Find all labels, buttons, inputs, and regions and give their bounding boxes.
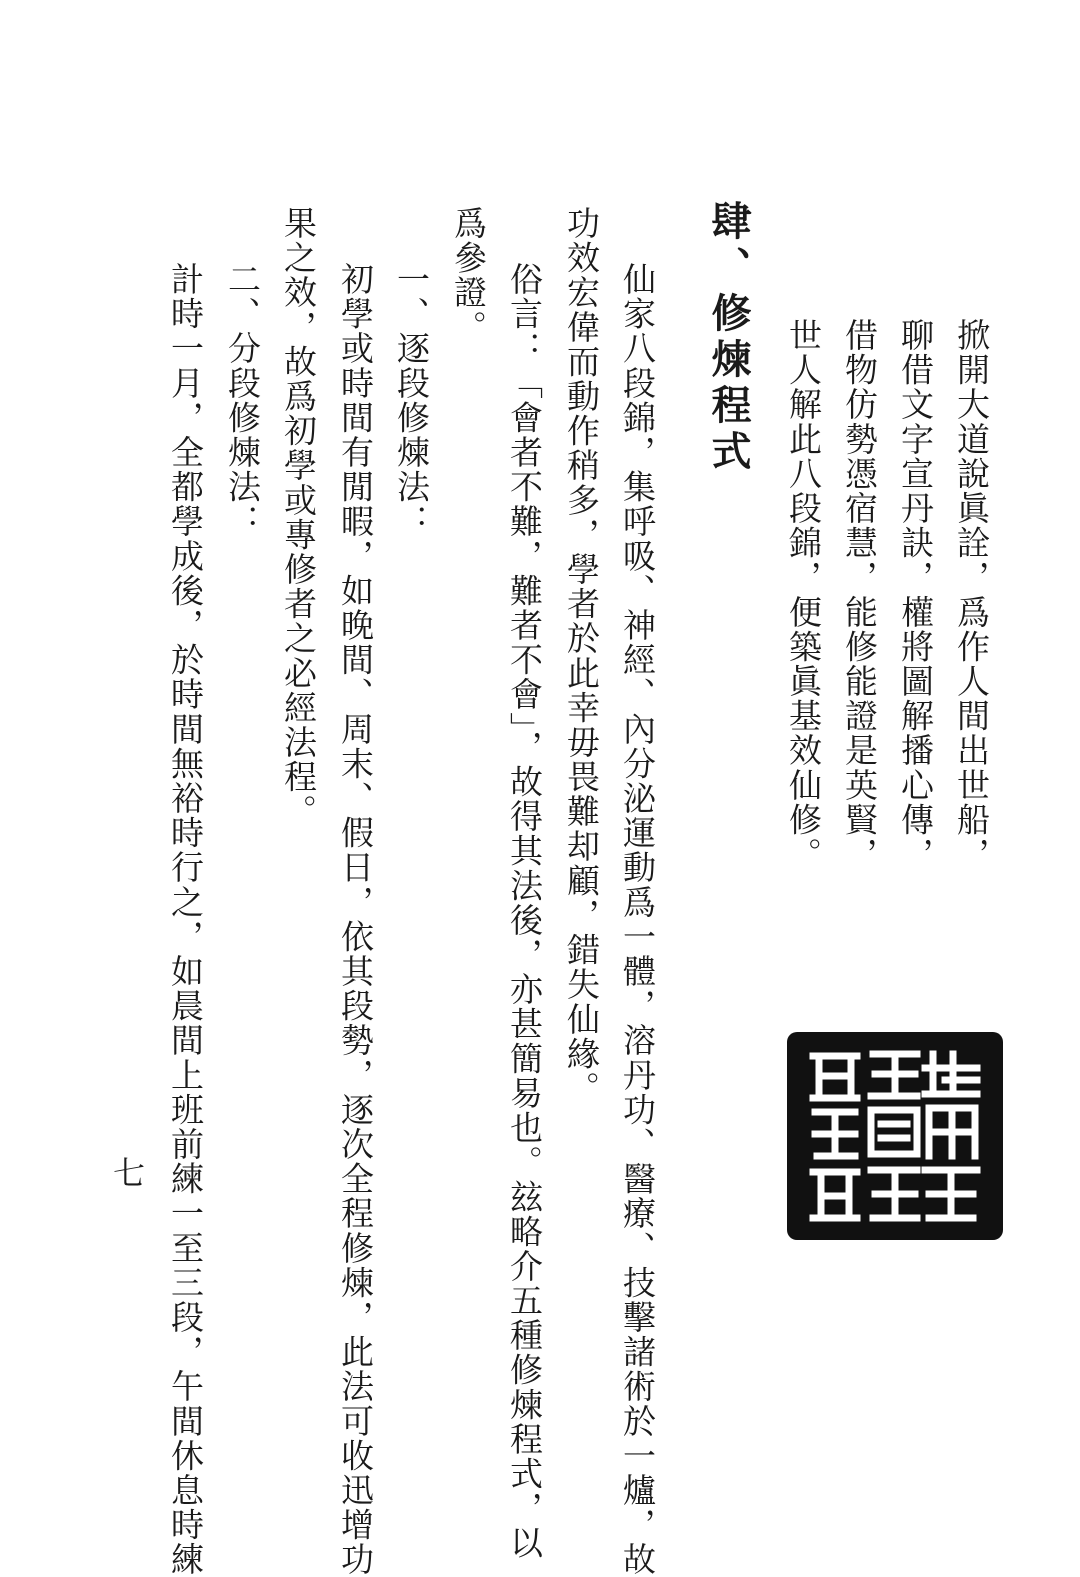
body-line-5: 一、逐段修煉法：: [392, 262, 431, 539]
body-line-6: 初學或時間有閒暇，如晚間、周末、假日，依其段勢，逐次全程修煉，此法可收迅增功: [336, 262, 375, 1577]
body-line-1: 仙家八段錦，集呼吸、神經、內分泌運動爲一體，溶丹功、醫療、技擊諸術於一爐，故: [618, 262, 657, 1577]
body-line-8: 二、分段修煉法：: [223, 262, 262, 539]
body-line-7: 果之效，故爲初學或專修者之必經法程。: [279, 206, 318, 829]
body-line-3: 俗言：「會者不難，難者不會」，故得其法後，亦甚簡易也。玆略介五種修煉程式，以: [505, 262, 544, 1561]
section-heading: 肆、修煉程式: [705, 200, 751, 476]
seal-stamp: [787, 1032, 1003, 1240]
body-line-2: 功效宏偉而動作稍多，學者於此幸毋畏難却顧，錯失仙緣。: [562, 206, 601, 1106]
seal-glyphs-icon: [801, 1046, 989, 1226]
body-line-9: 計時一月，全都學成後，於時間無裕時行之，如晨間上班前練一至三段，午間休息時練: [166, 262, 205, 1577]
poem-line-3: 借物仿勢憑宿慧，能修能證是英賢，: [840, 318, 879, 872]
page-number: 七: [113, 1154, 146, 1192]
poem-line-4: 世人解此八段錦，便築眞基效仙修。: [784, 318, 823, 872]
poem-line-2: 聊借文字宣丹訣，權將圖解播心傳，: [896, 318, 935, 872]
poem-line-1: 掀開大道說眞詮，爲作人間出世船，: [952, 318, 991, 872]
body-line-4: 爲參證。: [449, 206, 488, 345]
